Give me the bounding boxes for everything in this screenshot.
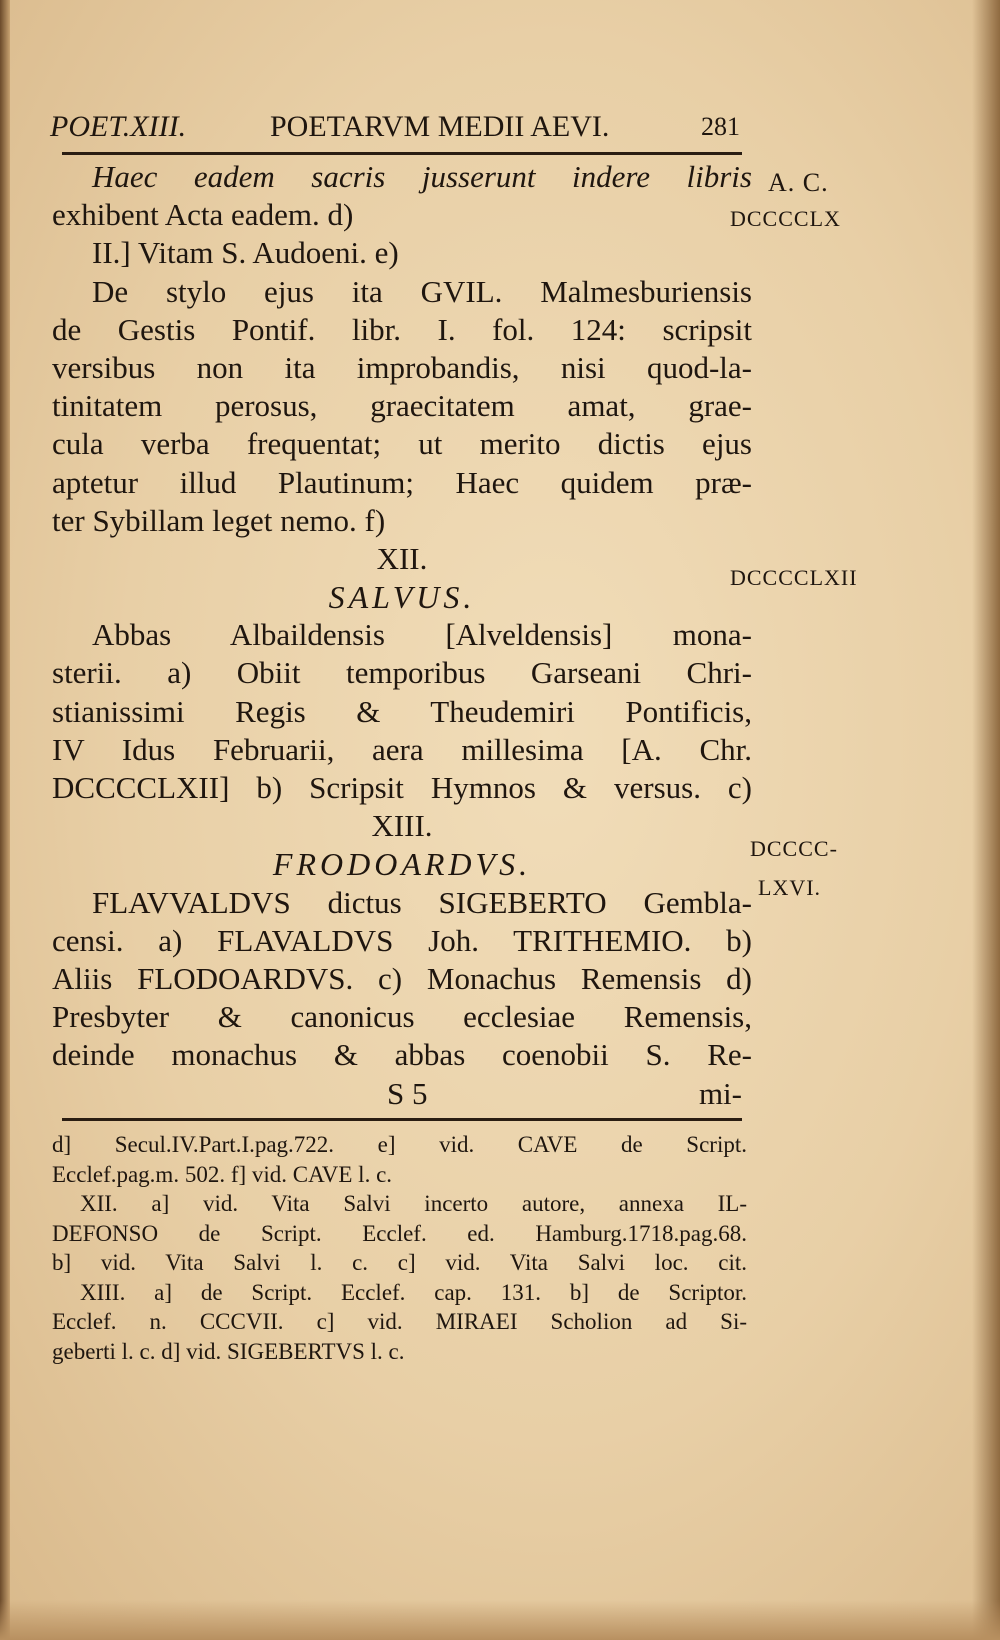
signature-line [52, 1075, 752, 1113]
text-line: DCCCCLXII] b) Scripsit Hymnos & versus. c) [52, 770, 752, 805]
text-line: cula verba frequentat; ut merito dictis ejus [52, 426, 752, 462]
text-line: Abbas Albaildensis [Alveldensis] mona- [92, 617, 752, 653]
text-line: sterii. a) Obiit temporibus Garseani Chri- [52, 655, 752, 691]
margin-year-966-b: LXVI. [758, 875, 822, 900]
section-number: XII. [376, 540, 428, 576]
text-line: Aliis FLODOARDVS. c) Monachus Remensis d) [52, 960, 752, 996]
text-line: Presbyter & canonicus ecclesiae Remensis, [52, 999, 752, 1035]
catchword: mi- [698, 1075, 742, 1111]
text-line: De stylo ejus ita GVIL. Malmesburiensis [92, 273, 752, 309]
text-line: Haec eadem sacris jusserunt indere libris [92, 159, 752, 194]
main-text [52, 158, 752, 1113]
page-number: 281 [701, 112, 740, 141]
section-title: FRODOARDVS. [272, 846, 532, 883]
text-line: ter Sybillam leget nemo. f) [52, 502, 386, 538]
footnote-rule [62, 1118, 742, 1121]
running-header [50, 110, 750, 150]
footnote-line: DEFONSO de Script. Ecclef. ed. Hamburg.1718.pag.68. [52, 1220, 747, 1246]
page-edge-left [0, 0, 10, 1640]
footnotes [52, 1130, 747, 1366]
text-line: IV Idus Februarii, aera millesima [A. Chr. [52, 731, 752, 767]
header-rule [62, 152, 742, 155]
footnote-line: b] vid. Vita Salvi l. c. c] vid. Vita Salvi loc. cit. [52, 1250, 747, 1275]
section-number: XIII. [371, 808, 433, 844]
margin-year-860: DCCCCLX [730, 206, 841, 231]
text-line: FLAVVALDVS dictus SIGEBERTO Gembla- [92, 884, 752, 920]
margin-year-label: A. C. [768, 168, 829, 197]
margin-year-962: DCCCCLXII [730, 565, 858, 590]
footnote-line: XII. a] vid. Vita Salvi incerto autore, annexa IL- [80, 1191, 747, 1216]
text-line: de Gestis Pontif. libr. I. fol. 124: scripsit [52, 311, 752, 347]
page-edge-right [972, 0, 1000, 1640]
footnote-line: Ecclef.pag.m. 502. f] vid. CAVE l. c. [52, 1161, 393, 1187]
header-title: POETARVM MEDII AEVI. [270, 110, 610, 143]
footnote-line: d] Secul.IV.Part.I.pag.722. e] vid. CAVE de Script. [52, 1132, 747, 1157]
header-section: POET.XIII. [50, 110, 187, 143]
text-line: exhibent Acta eadem. d) [52, 197, 354, 233]
text-line: aptetur illud Plautinum; Haec quidem præ- [52, 464, 752, 500]
text-line: tinitatem perosus, graecitatem amat, grae- [52, 388, 752, 424]
text-line: stianissimi Regis & Theudemiri Pontificis, [52, 693, 752, 729]
footnote-line: Ecclef. n. CCCVII. c] vid. MIRAEI Scholion ad Si- [52, 1309, 747, 1334]
footnote-line: XIII. a] de Script. Ecclef. cap. 131. b] de Scriptor. [80, 1279, 747, 1305]
margin-year-966-a: DCCCC- [750, 836, 838, 861]
footnote-line: geberti l. c. d] vid. SIGEBERTVS l. c. [52, 1338, 405, 1364]
section-title: SALVUS. [328, 579, 476, 616]
text-line: versibus non ita improbandis, nisi quod-la- [52, 349, 752, 385]
text-line: II.] Vitam S. Audoeni. e) [92, 235, 399, 271]
text-line: censi. a) FLAVALDVS Joh. TRITHEMIO. b) [52, 922, 752, 958]
page-edge-bottom [0, 1600, 1000, 1640]
text-line: deinde monachus & abbas coenobii S. Re- [52, 1037, 752, 1073]
signature-mark: S 5 [387, 1075, 428, 1111]
